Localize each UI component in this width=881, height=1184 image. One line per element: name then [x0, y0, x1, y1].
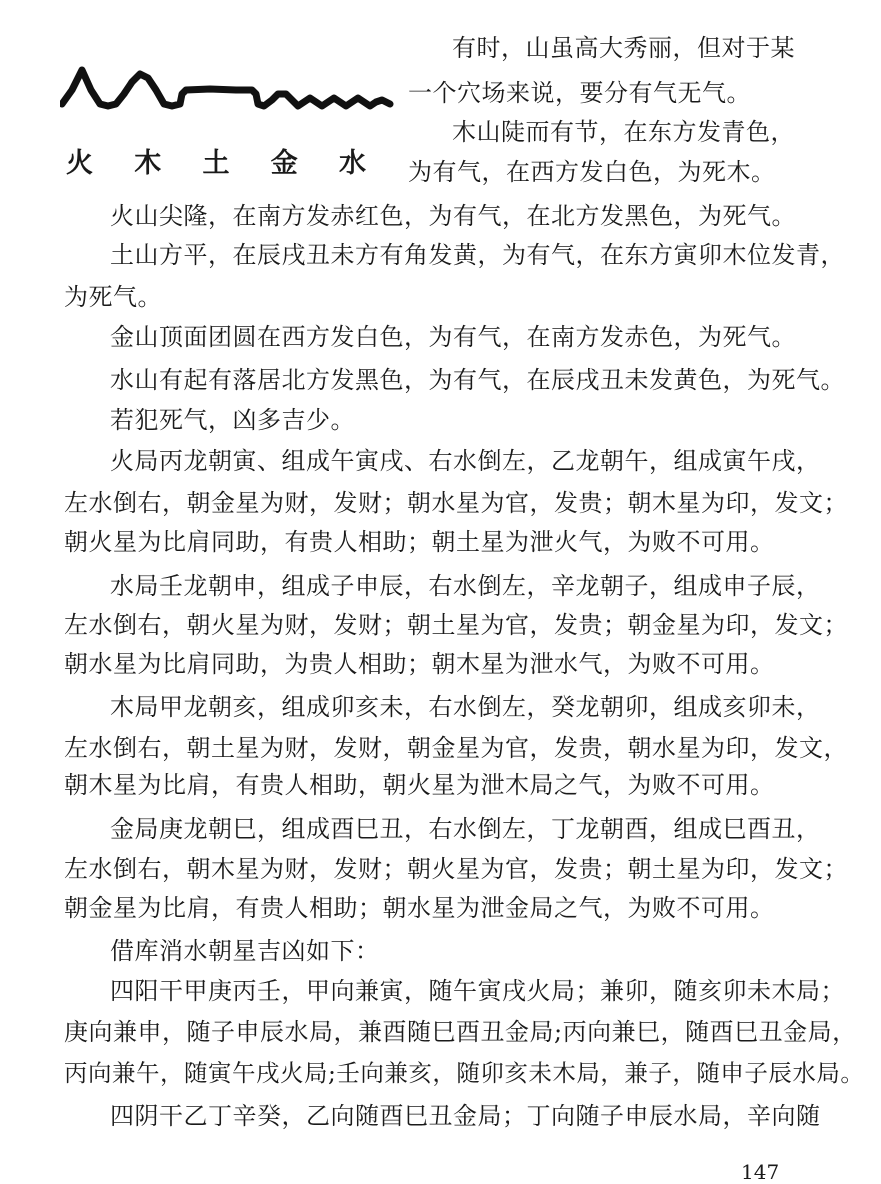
text-line: 朝木星为比肩，有贵人相助，朝火星为泄木局之气，为败不可用。: [64, 771, 775, 799]
text-line: 左水倒右，朝金星为财，发财；朝水星为官，发贵；朝木星为印，发文；: [64, 489, 848, 517]
text-line: 左水倒右，朝土星为财，发财，朝金星为官，发贵，朝水星为印，发文，: [64, 734, 848, 762]
text-line: 若犯死气，凶多吉少。: [110, 406, 355, 434]
text-line: 为死气。: [64, 283, 162, 311]
five-elements-mountain-illustration: [60, 60, 395, 125]
text-line: 金局庚龙朝巳，组成酉巳丑，右水倒左，丁龙朝酉，组成巳酉丑，: [110, 815, 821, 843]
text-line: 火山尖隆，在南方发赤红色，为有气，在北方发黑色，为死气。: [110, 202, 796, 230]
caption-wood: 木: [134, 148, 162, 179]
page-number: 147: [741, 1160, 780, 1184]
text-line: 金山顶面团圆在西方发白色，为有气，在南方发赤色，为死气。: [110, 323, 796, 351]
caption-earth: 土: [202, 148, 230, 179]
text-line: 朝金星为比肩，有贵人相助；朝水星为泄金局之气，为败不可用。: [64, 894, 775, 922]
text-line: 丙向兼午，随寅午戌火局;壬向兼亥，随卯亥未木局，兼子，随申子辰水局。: [64, 1059, 865, 1087]
caption-fire: 火: [66, 148, 93, 179]
text-line: 庚向兼申，随子申辰水局，兼酉随巳酉丑金局;丙向兼巳，随酉巳丑金局，: [64, 1018, 857, 1046]
text-line: 有时，山虽高大秀丽，但对于某: [452, 34, 795, 62]
text-line: 左水倒右，朝火星为财，发财；朝土星为官，发贵；朝金星为印，发文；: [64, 611, 848, 639]
text-line: 木山陡而有节，在东方发青色，: [452, 118, 795, 146]
text-line: 朝火星为比肩同助，有贵人相助；朝土星为泄火气，为败不可用。: [64, 528, 775, 556]
text-line: 水局壬龙朝申，组成子申辰，右水倒左，辛龙朝子，组成申子辰，: [110, 572, 821, 600]
mountain-outline: [62, 70, 390, 106]
text-line: 一个穴场来说，要分有气无气。: [408, 79, 751, 107]
text-line: 左水倒右，朝木星为财，发财；朝火星为官，发贵；朝土星为印，发文；: [64, 855, 848, 883]
text-line: 为有气，在西方发白色，为死木。: [408, 158, 776, 186]
text-line: 土山方平，在辰戌丑未方有角发黄，为有气，在东方寅卯木位发青，: [110, 241, 845, 269]
text-line: 借库消水朝星吉凶如下：: [110, 937, 380, 965]
text-line: 四阳干甲庚丙壬，甲向兼寅，随午寅戌火局；兼卯，随亥卯未木局；: [110, 977, 845, 1005]
text-line: 朝水星为比肩同助，为贵人相助；朝木星为泄水气，为败不可用。: [64, 650, 775, 678]
caption-water: 水: [339, 148, 366, 179]
text-line: 四阴干乙丁辛癸，乙向随酉巳丑金局；丁向随子申辰水局，辛向随: [110, 1102, 821, 1130]
caption-metal: 金: [270, 148, 298, 179]
five-elements-caption: [66, 148, 366, 180]
text-line: 火局丙龙朝寅、组成午寅戌、右水倒左，乙龙朝午，组成寅午戌，: [110, 447, 821, 475]
text-line: 木局甲龙朝亥，组成卯亥未，右水倒左，癸龙朝卯，组成亥卯未，: [110, 693, 821, 721]
text-line: 水山有起有落居北方发黑色，为有气，在辰戌丑未发黄色，为死气。: [110, 366, 845, 394]
